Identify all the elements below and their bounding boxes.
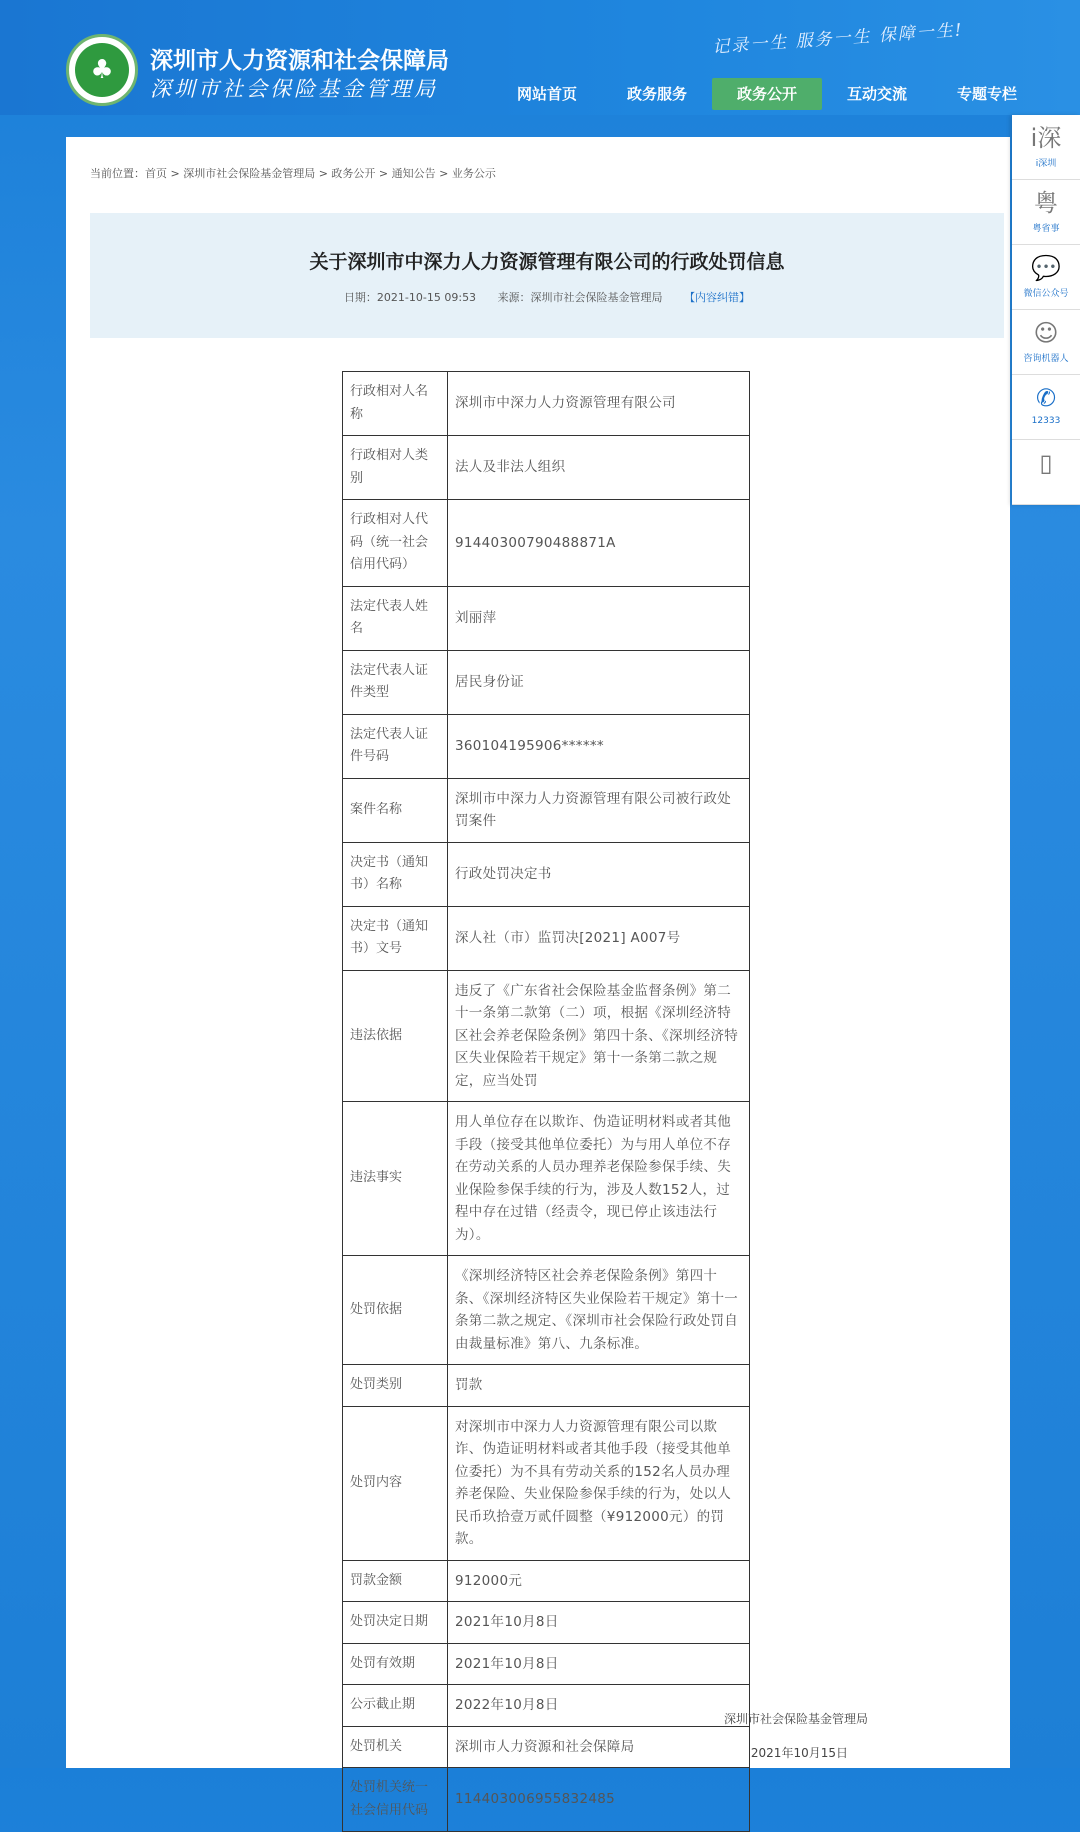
table-row <box>343 778 750 842</box>
nav-disclosure[interactable]: 政务公开 <box>712 78 822 110</box>
breadcrumb[interactable]: 当前位置：首页 > 深圳市社会保险基金管理局 > 政务公开 > 通知公告 > 业务公示 <box>90 167 496 180</box>
row-value: 2021年10月8日 <box>448 1643 750 1685</box>
sidebar-item[interactable] <box>1012 245 1080 310</box>
row-value: 居民身份证 <box>448 650 750 714</box>
row-label: 罚款金额 <box>343 1560 448 1602</box>
content-panel <box>66 137 1010 1818</box>
row-label: 法定代表人证件类型 <box>343 650 448 714</box>
row-value: 用人单位存在以欺诈、伪造证明材料或者其他手段（接受其他单位委托）为与用人单位不存在劳动关系的人员办理养老保险参保手续、失业保险参保手续的行为，涉及人数152人，过程中存在过错（经责令，现已停止该违法行为）。 <box>448 1102 750 1256</box>
table-row <box>343 1602 750 1644</box>
table-row <box>343 1768 750 1832</box>
row-label: 处罚机关 <box>343 1726 448 1768</box>
publish-date: 日期：2021-10-15 09:53 <box>343 291 477 304</box>
table-row <box>343 586 750 650</box>
row-label: 处罚机关统一社会信用代码 <box>343 1768 448 1832</box>
table-row <box>343 1685 750 1727</box>
sidebar-item[interactable] <box>1012 375 1080 440</box>
nav-services[interactable]: 政务服务 <box>626 85 687 103</box>
footer-org: 深圳市社会保险基金管理局 <box>723 1712 868 1726</box>
row-label: 违法事实 <box>343 1102 448 1256</box>
sidebar-item[interactable] <box>1012 115 1080 180</box>
article-meta <box>90 289 1004 305</box>
sidebar-item[interactable] <box>1012 180 1080 245</box>
row-value: 深圳市中深力人力资源管理有限公司被行政处罚案件 <box>448 778 750 842</box>
phone-icon: ✆ <box>1035 384 1057 412</box>
source: 来源：深圳市社会保险基金管理局 <box>497 291 663 304</box>
table-row <box>343 1726 750 1768</box>
row-label: 法定代表人证件号码 <box>343 714 448 778</box>
table-row <box>343 372 750 436</box>
table-row <box>343 842 750 906</box>
row-value: 违反了《广东省社会保险基金监督条例》第二十一条第二款第（二）项，根据《深圳经济特区社会养老保险条例》第四十条、《深圳经济特区失业保险若干规定》第十一条第二款之规定，应当处罚 <box>448 970 750 1102</box>
row-value: 912000元 <box>448 1560 750 1602</box>
row-value: 深人社（市）监罚决[2021] A007号 <box>448 906 750 970</box>
row-label: 行政相对人名称 <box>343 372 448 436</box>
page-title: 关于深圳市中深力人力资源管理有限公司的行政处罚信息 <box>309 251 785 273</box>
row-value: 2021年10月8日 <box>448 1602 750 1644</box>
nav-topics[interactable]: 专题专栏 <box>956 85 1017 103</box>
row-label: 法定代表人姓名 <box>343 586 448 650</box>
row-label: 决定书（通知书）文号 <box>343 906 448 970</box>
row-label: 处罚决定日期 <box>343 1602 448 1644</box>
row-label: 行政相对人代码（统一社会信用代码） <box>343 500 448 587</box>
table-row <box>343 714 750 778</box>
org-name-primary: 深圳市人力资源和社会保障局 <box>150 48 449 74</box>
row-value: 2022年10月8日 <box>448 1685 750 1727</box>
row-label: 违法依据 <box>343 970 448 1102</box>
sidebar-item-label: 12333 <box>1031 416 1061 426</box>
sidebar-item-label: 咨询机器人 <box>1023 354 1069 364</box>
report-error-link[interactable]: 【内容纠错】 <box>684 291 751 304</box>
table-row <box>343 436 750 500</box>
row-value: 360104195906****** <box>448 714 750 778</box>
tree-icon: ♣ <box>75 43 129 97</box>
row-value: 深圳市中深力人力资源管理有限公司 <box>448 372 750 436</box>
sidebar-item-label: 粤省事 <box>1032 224 1060 234</box>
row-value: 《深圳经济特区社会养老保险条例》第四十条、《深圳经济特区失业保险若干规定》第十一条第二款之规定、《深圳市社会保险行政处罚自由裁量标准》第八、九条标准。 <box>448 1256 750 1365</box>
row-value: 行政处罚决定书 <box>448 842 750 906</box>
wechat-icon: 💬 <box>1031 254 1061 282</box>
main-nav <box>492 78 1042 110</box>
i-shenzhen-icon: i深 <box>1030 124 1062 152</box>
row-value: 罚款 <box>448 1365 750 1407</box>
table-row <box>343 1643 750 1685</box>
table-row <box>343 500 750 587</box>
table-row <box>343 906 750 970</box>
yueshengshi-icon: 粤 <box>1034 189 1058 217</box>
row-value: 对深圳市中深力人力资源管理有限公司以欺诈、伪造证明材料或者其他手段（接受其他单位委托）为不具有劳动关系的152名人员办理养老保险、失业保险参保手续的行为，处以人民币玖拾壹万贰仟圆整（¥912000元）的罚款。 <box>448 1406 750 1560</box>
sidebar-item-label: i深圳 <box>1035 159 1057 169</box>
row-value: 刘丽萍 <box>448 586 750 650</box>
row-label: 决定书（通知书）名称 <box>343 842 448 906</box>
row-label: 处罚类别 <box>343 1365 448 1407</box>
row-label: 处罚有效期 <box>343 1643 448 1685</box>
row-value: 法人及非法人组织 <box>448 436 750 500</box>
sidebar-item[interactable] <box>1012 440 1080 505</box>
row-value: 深圳市人力资源和社会保障局 <box>448 1726 750 1768</box>
row-label: 处罚内容 <box>343 1406 448 1560</box>
article-header <box>90 213 1004 338</box>
footer-date: 2021年10月15日 <box>750 1746 848 1760</box>
table-row <box>343 1365 750 1407</box>
table-row <box>343 1560 750 1602</box>
logo[interactable] <box>66 34 138 106</box>
sidebar-item-label: 微信公众号 <box>1023 289 1069 299</box>
row-value: 91440300790488871A <box>448 500 750 587</box>
table-row <box>343 650 750 714</box>
penalty-table <box>342 371 750 1832</box>
table-row <box>343 1102 750 1256</box>
slogan: 记录一生 服务一生 保障一生! <box>711 20 965 58</box>
row-label: 处罚依据 <box>343 1256 448 1365</box>
row-label: 行政相对人类别 <box>343 436 448 500</box>
org-name-secondary: 深圳市社会保险基金管理局 <box>150 77 438 101</box>
sidebar-item[interactable] <box>1012 310 1080 375</box>
site-header <box>0 0 1080 115</box>
row-value: 114403006955832485 <box>448 1768 750 1832</box>
mobile-icon: ▯ <box>1039 449 1053 477</box>
nav-interaction[interactable]: 互动交流 <box>846 85 907 103</box>
row-label: 公示截止期 <box>343 1685 448 1727</box>
table-row <box>343 1256 750 1365</box>
robot-icon: ☺ <box>1033 319 1059 347</box>
row-label: 案件名称 <box>343 778 448 842</box>
table-row <box>343 970 750 1102</box>
table-row <box>343 1406 750 1560</box>
nav-home[interactable]: 网站首页 <box>516 85 577 103</box>
floating-sidebar <box>1012 115 1080 505</box>
